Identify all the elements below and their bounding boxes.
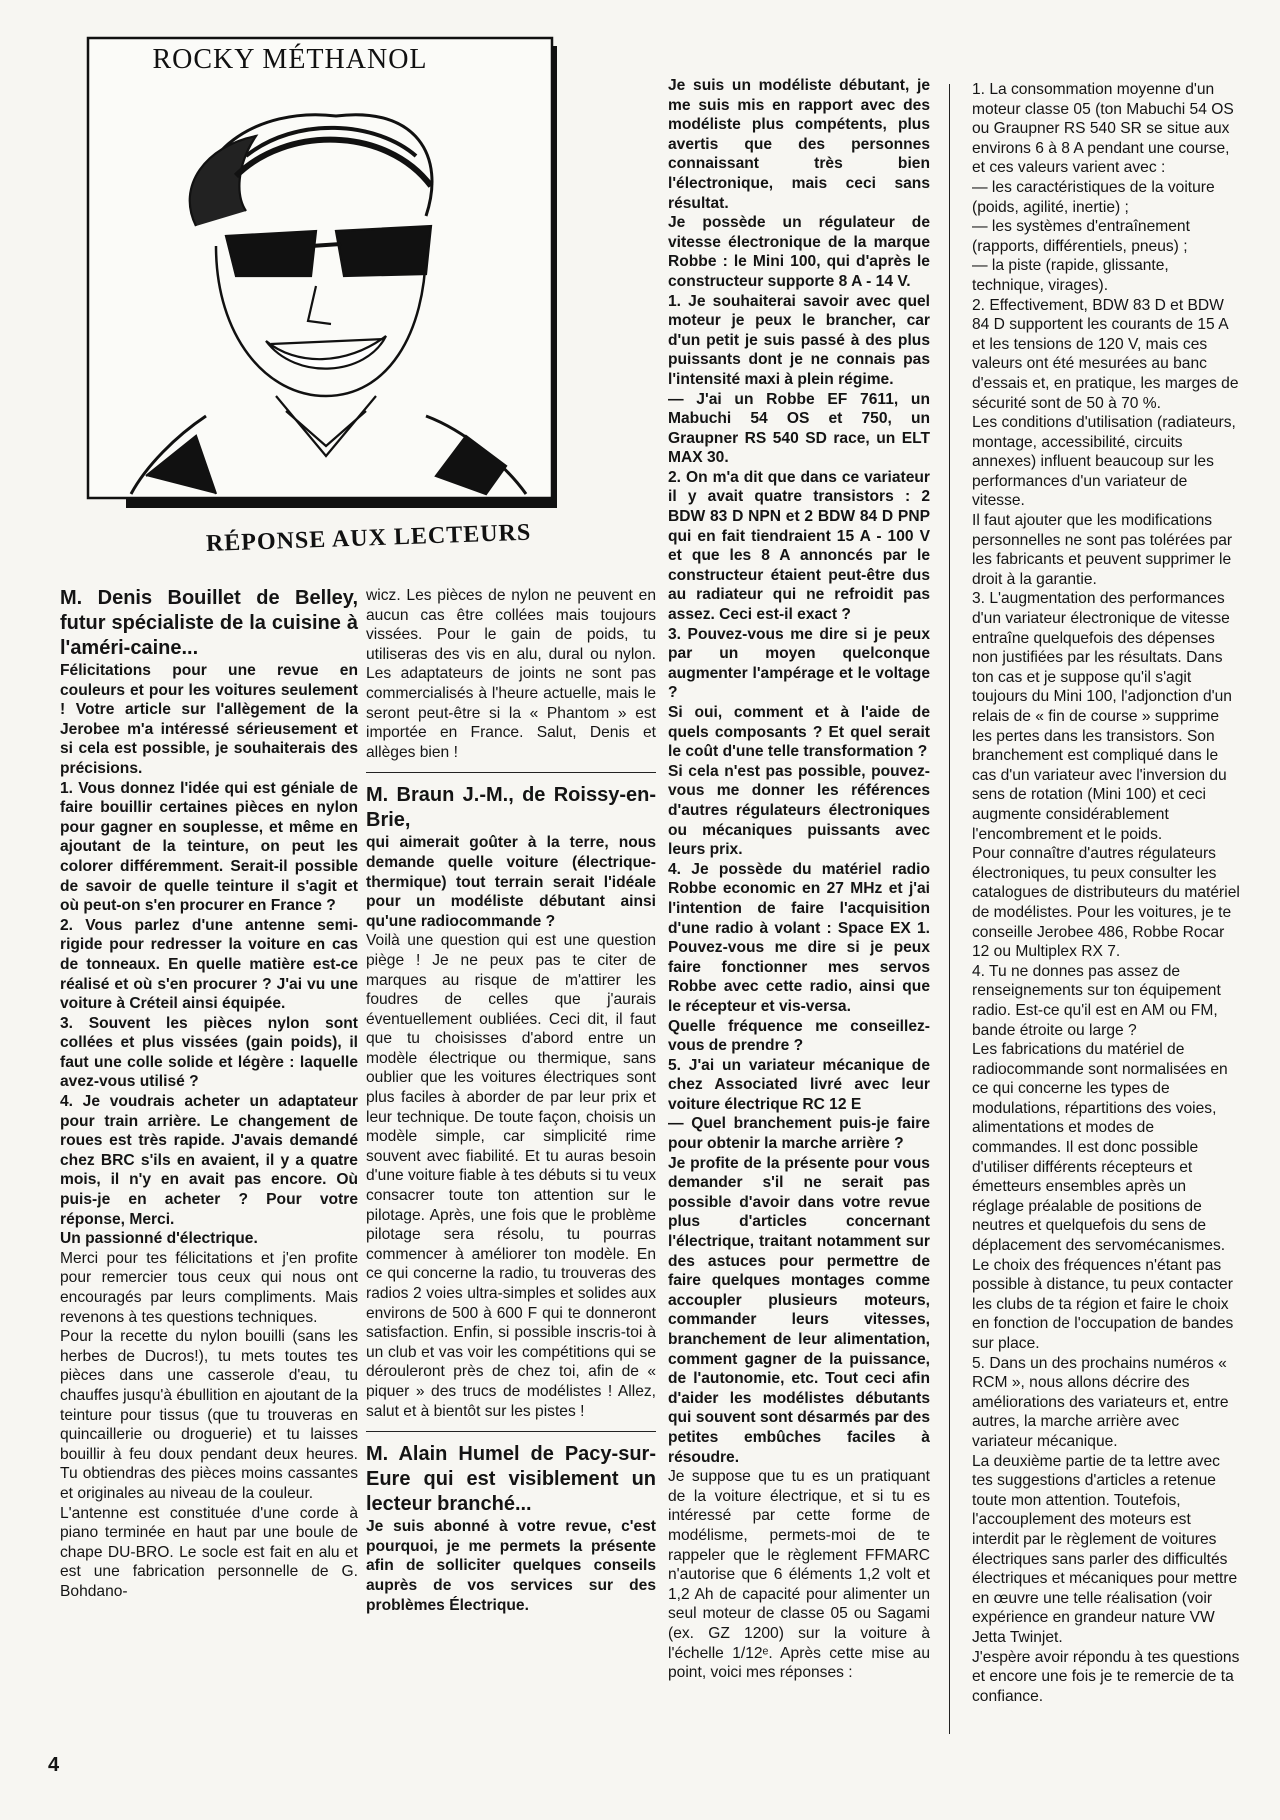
letter3-q2: 2. On m'a dit que dans ce variateur il y avait quatre transistors : 2 BDW 83 D NPN et 2 BDW 84 D PNP qui en fait tiendraient 15 A - 100 V et que les 8 A annoncés par le constructeur étaient peut-être dus au radiateur qui ne refroidit pas assez. Ceci est-il exact ? xyxy=(668,468,930,624)
letter3-q5b: — Quel branchement puis-je faire pour obtenir la marche arrière ? xyxy=(668,1115,930,1153)
letter3-a6: La deuxième partie de ta lettre avec tes suggestions d'articles a retenue toute mon attention. Toutefois, l'accouplement des moteurs est interdit par le règlement de voitures électriques sans parler des difficultés électriques et mécaniques pour mettre en œuvre une telle réalisation (voir expérience en grandeur nature VW Jetta Twinjet. xyxy=(972,1452,1238,1646)
letter1-q1: 1. Vous donnez l'idée qui est géniale de faire bouillir certaines pièces en nylon pour gagner en souplesse, et même en ajoutant de la teinture, on peut les colorer différemment. Serait-il possible de savoir de quelle teinture il s'agit et où peut-on s'en procurer en France ? xyxy=(60,779,358,915)
letter3-question-intro: Je suis abonné à votre revue, c'est pourquoi, je me permets la présente afin de solliciter quelques conseils auprès de vos services sur des problèmes Électrique. xyxy=(366,1518,656,1614)
letter3-a2: 2. Effectivement, BDW 83 D et BDW 84 D supportent les courants de 15 A et les tensions de 120 V, mais ces valeurs ont été mesurées au banc d'essais et, en pratique, les marges de sécurité sont de 50 à 70 %. xyxy=(972,296,1239,412)
illustration-title: ROCKY MÉTHANOL xyxy=(152,44,428,75)
letter2-answer: Voilà une question qui est une question piège ! Je ne peux pas te citer de marques au risque de m'attirer les foudres de celles que j'aurais éventuellement oubliées. Ceci dit, il faut que tu choisisses d'abord entre un modèle électrique ou thermique, sans oublier que les voitures électriques sont plus faciles à aborder de par leur prix et leur technique. De toute façon, choisis un modèle simple, car simplicité rime souvent avec fiabilité. Et tu auras besoin d'une voiture fiable à tes débuts si tu veux consacrer toute ton attention sur le pilotage. Après, une fois que le problème pilotage sera résolu, tu pourras commencer à améliorer ton modèle. En ce qui concerne la radio, tu trouveras des radios 2 voies ultra-simples et solides aux environs de 500 à 600 F qui te donneront satisfaction. Enfin, si possible inscris-toi à un club et vas voir les compétitions qui se dérouleront près de chez toi, afin de « piquer » des trucs de modélistes ! Allez, salut et à bientôt sur les pistes ! xyxy=(366,932,656,1420)
letter3-answer-intro: Je suppose que tu es un pratiquant de la voiture électrique, et si tu es intéressé par cette forme de modélisme, permets-moi de te rappeler que le règlement FFMARC n'autorise que 6 éléments 1,2 volt et 1,2 Ah de capacité pour alimenter un seul moteur de classe 05 ou Sagami (ex. GZ 1200) sur la voiture à l'échelle 1/12ᵉ. Après cette mise au point, voici mes réponses : xyxy=(668,1468,930,1682)
section-rubric: RÉPONSE AUX LECTEURS xyxy=(205,519,532,557)
letter3-q3b: Si oui, comment et à l'aide de quels composants ? Et quel serait le coût d'une telle transformation ? xyxy=(668,704,930,761)
column-3 xyxy=(668,76,930,1683)
column-4 xyxy=(972,80,1240,1706)
divider xyxy=(366,772,656,773)
letter1-q2: 2. Vous parlez d'une antenne semi-rigide pour redresser la voiture en cas de tonneaux. En quelle matière est-ce réalisé et où s'en procurer ? J'ai vu une voiture à Créteil ainsi équipée. xyxy=(60,916,358,1013)
letter3-a2b: Les conditions d'utilisation (radiateurs, montage, accessibilité, circuits annexes) influent beaucoup sur les performances d'un variateur de vitesse. xyxy=(972,414,1236,510)
letter1-q4: 4. Je voudrais acheter un adaptateur pour train arrière. Le changement de roues est très rapide. J'avais demandé chez BRC s'ils en avaient, il y a quatre mois, il n'y en avait pas encore. Où puis-je en acheter ? Pour votre réponse, Merci. xyxy=(60,1093,358,1228)
column-2 xyxy=(366,586,656,1615)
letter1-heading: M. Denis Bouillet de Belley, futur spécialiste de la cuisine à l'améri-caine... xyxy=(60,587,358,659)
column-rule xyxy=(949,84,950,1734)
rocky-methanol-illustration xyxy=(86,36,564,541)
letter3-a4c: Le choix des fréquences n'étant pas possible à distance, tu peux contacter les clubs de ta région et faire le choix en fonction de l'occupation de bandes sur place. xyxy=(972,1256,1234,1352)
letter3-a7: J'espère avoir répondu à tes questions et encore une fois je te remercie de ta confiance. xyxy=(972,1648,1240,1705)
letter2-heading: M. Braun J.-M., de Roissy-en-Brie, xyxy=(366,784,656,832)
letter1-signature: Un passionné d'électrique. xyxy=(60,1230,258,1248)
letter1-answer2: Pour la recette du nylon bouilli (sans les herbes de Ducros!), tu mets toutes tes pièces dans une casserole d'eau, tu chauffes jusqu'à ébullition en ajoutant de la teinture pour tissus (que tu trouveras en quincaillerie ou droguerie) et tu laisses bouillir à feu doux pendant deux heures. Tu obtiendras des pièces moins cassantes et originales au niveau de la couleur. xyxy=(60,1328,358,1502)
letter3-q4b: Quelle fréquence me conseillez-vous de prendre ? xyxy=(668,1017,930,1055)
letter3-a1-l3: — la piste (rapide, glissante, technique, virages). xyxy=(972,257,1169,294)
letter3-q3c: Si cela n'est pas possible, pouvez-vous me donner les références d'autres régulateurs électroniques ou mécaniques puissants avec leurs prix. xyxy=(668,762,930,859)
letter3-a1-l2: — les systèmes d'entraînement (rapports, différentiels, pneus) ; xyxy=(972,218,1190,255)
letter3-q1b: — J'ai un Robbe EF 7611, un Mabuchi 54 OS et 750, un Graupner RS 540 SD race, un ELT MAX 30. xyxy=(668,390,930,467)
letter3-a1-l1: — les caractéristiques de la voiture (poids, agilité, inertie) ; xyxy=(972,178,1215,216)
letter1-answer3-cont: wicz. Les pièces de nylon ne peuvent en aucun cas être collées mais toujours vissées. Pour le gain de poids, tu utiliseras des vis en alu, dural ou nylon. Les adaptateurs de joints ne sont pas commercialisés à l'heure actuelle, mais le seront peut-être si la « Phantom » est importée en France. Salut, Denis et allèges bien ! xyxy=(366,587,656,761)
letter3-q1: 1. Je souhaiterai savoir avec quel moteur je peux le brancher, car d'un petit je suis passé à des plus puissants dont je ne connais pas l'intensité maxi à plein régime. xyxy=(668,292,930,388)
divider xyxy=(366,1431,656,1432)
letter3-a3b: Pour connaître d'autres régulateurs électroniques, tu peux consulter les catalogues de distributeurs du matériel de modélistes. Pour les voitures, je te conseille Jerobee 486, Robbe Rocar 12 ou Multiplex RX 7. xyxy=(972,845,1240,961)
column-1 xyxy=(60,586,358,1602)
letter3-a3: 3. L'augmentation des performances d'un variateur électronique de vitesse entraîne quelquefois des dépenses non justifiées par les résultats. Dans ton cas et je suppose qu'il s'agit toujours du Mini 100, l'adjonction d'un relais de « fin de course » supprime les pertes dans les transistors. Son branchement est compliqué dans le cas d'un variateur avec l'inversion du sens de rotation (Mini 100) et ceci augmente considérablement l'encombrement et le poids. xyxy=(972,590,1232,843)
page-number: 4 xyxy=(48,1754,60,1776)
letter3-q-a: Je suis un modéliste débutant, je me suis mis en rapport avec des modéliste plus compétents, plus avertis que des personnes connaissant très bien l'électronique, mais ceci sans résultat. xyxy=(668,77,930,212)
letter3-a4: 4. Tu ne donnes pas assez de renseignements sur ton équipement radio. Est-ce qu'il est en AM ou FM, bande étroite ou large ? xyxy=(972,962,1221,1039)
letter3-q-b: Je possède un régulateur de vitesse électronique de la marque Robbe : le Mini 100, qui d'après le constructeur supporte 8 A - 14 V. xyxy=(668,214,930,290)
letter3-a1: 1. La consommation moyenne d'un moteur classe 05 (ton Mabuchi 54 OS ou Graupner RS 540 SR se situe aux environs 6 à 8 A pendant une course, et ces valeurs varient avec : xyxy=(972,81,1234,177)
letter3-q6: Je profite de la présente pour vous demander s'il ne serait pas possible d'avoir dans votre revue plus d'articles concernant l'électrique, traitant notamment sur des astuces pour permettre de faire quelques montages comme accoupler plusieurs moteurs, commander leurs vitesses, branchement de leur alimentation, comment gagner de la puissance, de l'autonomie, etc. Tout ceci afin d'aider les modélistes débutants qui souvent sont désarmés par des petites embûches faciles à résoudre. xyxy=(668,1154,930,1466)
letter3-q4: 4. Je possède du matériel radio Robbe economic en 27 MHz et j'ai l'intention de faire l'acquisition d'une radio à volant : Space EX 1. Pouvez-vous me dire si je peux faire fonctionner mes servos Robbe avec cette radio, ainsi que le récepteur et vis-versa. xyxy=(668,860,930,1015)
letter1-question: Félicitations pour une revue en couleurs et pour les voitures seulement ! Votre article sur l'allègement de la Jerobee m'a intéressé sérieusement et si cela est possible, je souhaiterais des précisions. xyxy=(60,662,358,777)
letter1-answer1: Merci pour tes félicitations et j'en profite pour remercier tous ceux qui nous ont encouragés par leurs compliments. Mais revenons à tes questions techniques. xyxy=(60,1249,358,1326)
letter3-a5: 5. Dans un des prochains numéros « RCM », nous allons décrire des améliorations des variateurs et, entre autres, la marche arrière avec variateur mécanique. xyxy=(972,1354,1229,1450)
letter2-question: qui aimerait goûter à la terre, nous demande quelle voiture (électrique-thermique) tout terrain serait l'idéale pour un modéliste débutant ainsi qu'une radiocommande ? xyxy=(366,834,656,930)
letter3-a2c: Il faut ajouter que les modifications personnelles ne sont pas tolérées par les fabricants et peuvent supprimer le droit à la garantie. xyxy=(972,512,1233,588)
letter3-q5: 5. J'ai un variateur mécanique de chez Associated livré avec leur voiture électrique RC 12 E xyxy=(668,1056,930,1113)
letter1-answer3: L'antenne est constituée d'une corde à piano terminée en haut par une boule de chape DU-BRO. Le socle est fait en alu et est une fabrication personnelle de G. Bohdano- xyxy=(60,1504,358,1600)
letter3-q3: 3. Pouvez-vous me dire si je peux par un moyen quelconque augmenter l'ampérage et le voltage ? xyxy=(668,625,930,702)
letter3-heading: M. Alain Humel de Pacy-sur-Eure qui est visiblement un lecteur branché... xyxy=(366,1443,656,1516)
letter1-q3: 3. Souvent les pièces nylon sont collées et plus vissées (gain poids), il faut une colle solide et légère : laquelle avez-vous utilisé ? xyxy=(60,1014,358,1091)
letter3-a4b: Les fabrications du matériel de radiocommande sont normalisées en ce qui concerne les types de modulations, répartitions des voies, alimentations et modes de commandes. Il est donc possible d'utiliser différents récepteurs et émetteurs ensembles après un réglage préalable de positions de neutres et quelquefois du sens de déplacement des servomécanismes. xyxy=(972,1041,1228,1255)
